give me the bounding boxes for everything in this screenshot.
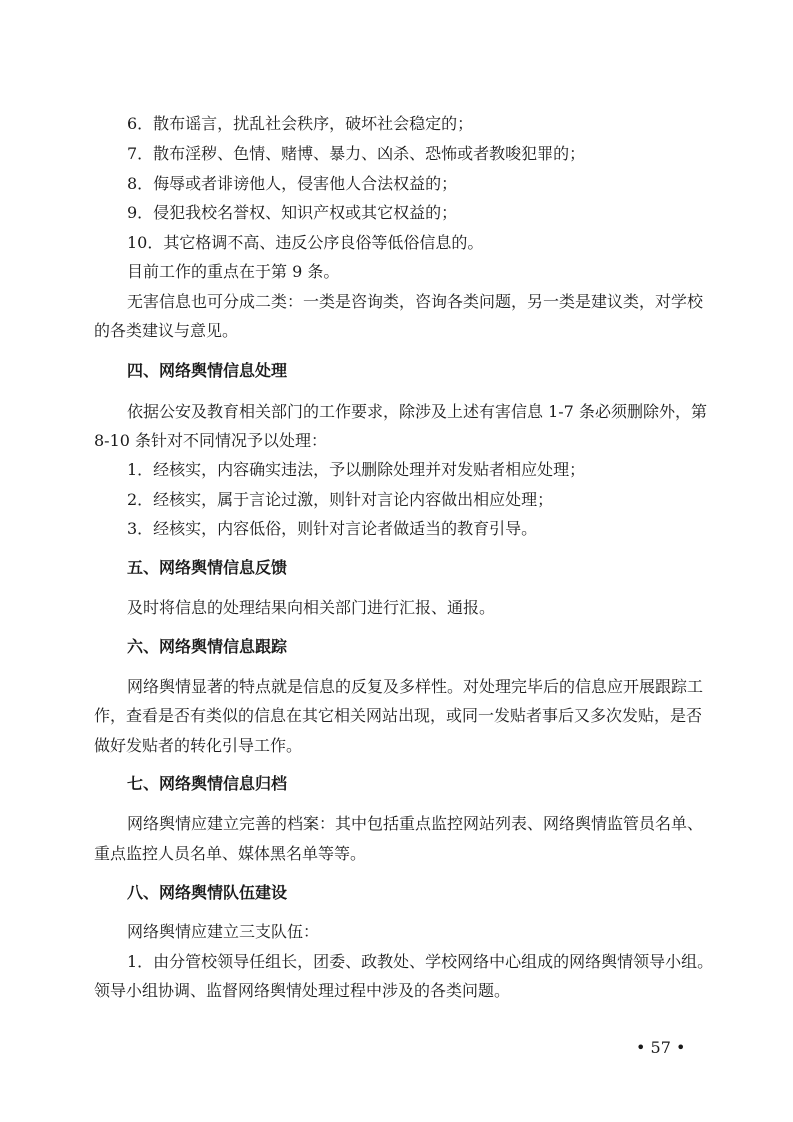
section-4-heading: 四、网络舆情信息处理 [127, 361, 288, 380]
list-item-8: 8．侮辱或者诽谤他人，侵害他人合法权益的； [127, 174, 458, 193]
focus-note: 目前工作的重点在于第 9 条。 [127, 262, 340, 281]
section-7-paragraph-line-1: 网络舆情应建立完善的档案：其中包括重点监控网站列表、网络舆情监管员名单、 [127, 814, 704, 833]
section-4-paragraph-line-1: 依据公安及教育相关部门的工作要求，除涉及上述有害信息 1-7 条必须删除外，第 [127, 402, 707, 421]
section-5-paragraph: 及时将信息的处理结果向相关部门进行汇报、通报。 [127, 598, 496, 617]
page-number: • 57 • [636, 1038, 686, 1057]
section-6-heading: 六、网络舆情信息跟踪 [127, 637, 288, 656]
list-item-10: 10．其它格调不高、违反公序良俗等低俗信息的。 [127, 233, 484, 252]
section-7-paragraph-line-2: 重点监控人员名单、媒体黑名单等等。 [94, 844, 367, 863]
section-5-heading: 五、网络舆情信息反馈 [127, 558, 288, 577]
list-item-7: 7．散布淫秽、色情、赌博、暴力、凶杀、恐怖或者教唆犯罪的； [127, 144, 586, 163]
section-4-item-3: 3．经核实，内容低俗，则针对言论者做适当的教育引导。 [127, 519, 538, 538]
section-6-paragraph-line-2: 作，查看是否有类似的信息在其它相关网站出现，或同一发贴者事后又多次发贴，是否 [94, 706, 703, 725]
section-6-paragraph-line-3: 做好发贴者的转化引导工作。 [94, 736, 303, 755]
list-item-6: 6．散布谣言，扰乱社会秩序，破坏社会稳定的； [127, 114, 474, 133]
section-8-heading: 八、网络舆情队伍建设 [127, 883, 288, 902]
section-6-paragraph-line-1: 网络舆情显著的特点就是信息的反复及多样性。对处理完毕后的信息应开展跟踪工 [127, 677, 704, 696]
section-4-item-1: 1．经核实，内容确实违法，予以删除处理并对发贴者相应处理； [127, 460, 586, 479]
harmless-info-paragraph-line-1: 无害信息也可分成二类：一类是咨询类，咨询各类问题，另一类是建议类，对学校 [127, 292, 704, 311]
list-item-9: 9．侵犯我校名誉权、知识产权或其它权益的； [127, 203, 458, 222]
section-8-item-1-line-2: 领导小组协调、监督网络舆情处理过程中涉及的各类问题。 [94, 981, 511, 1000]
section-7-heading: 七、网络舆情信息归档 [127, 774, 288, 793]
section-4-item-2: 2．经核实，属于言论过激，则针对言论内容做出相应处理； [127, 490, 554, 509]
harmless-info-paragraph-line-2: 的各类建议与意见。 [94, 321, 239, 340]
section-8-item-1-line-1: 1．由分管校领导任组长，团委、政教处、学校网络中心组成的网络舆情领导小组。 [127, 952, 714, 971]
section-4-paragraph-line-2: 8-10 条针对不同情况予以处理： [94, 431, 328, 450]
section-8-intro: 网络舆情应建立三支队伍： [127, 922, 320, 941]
